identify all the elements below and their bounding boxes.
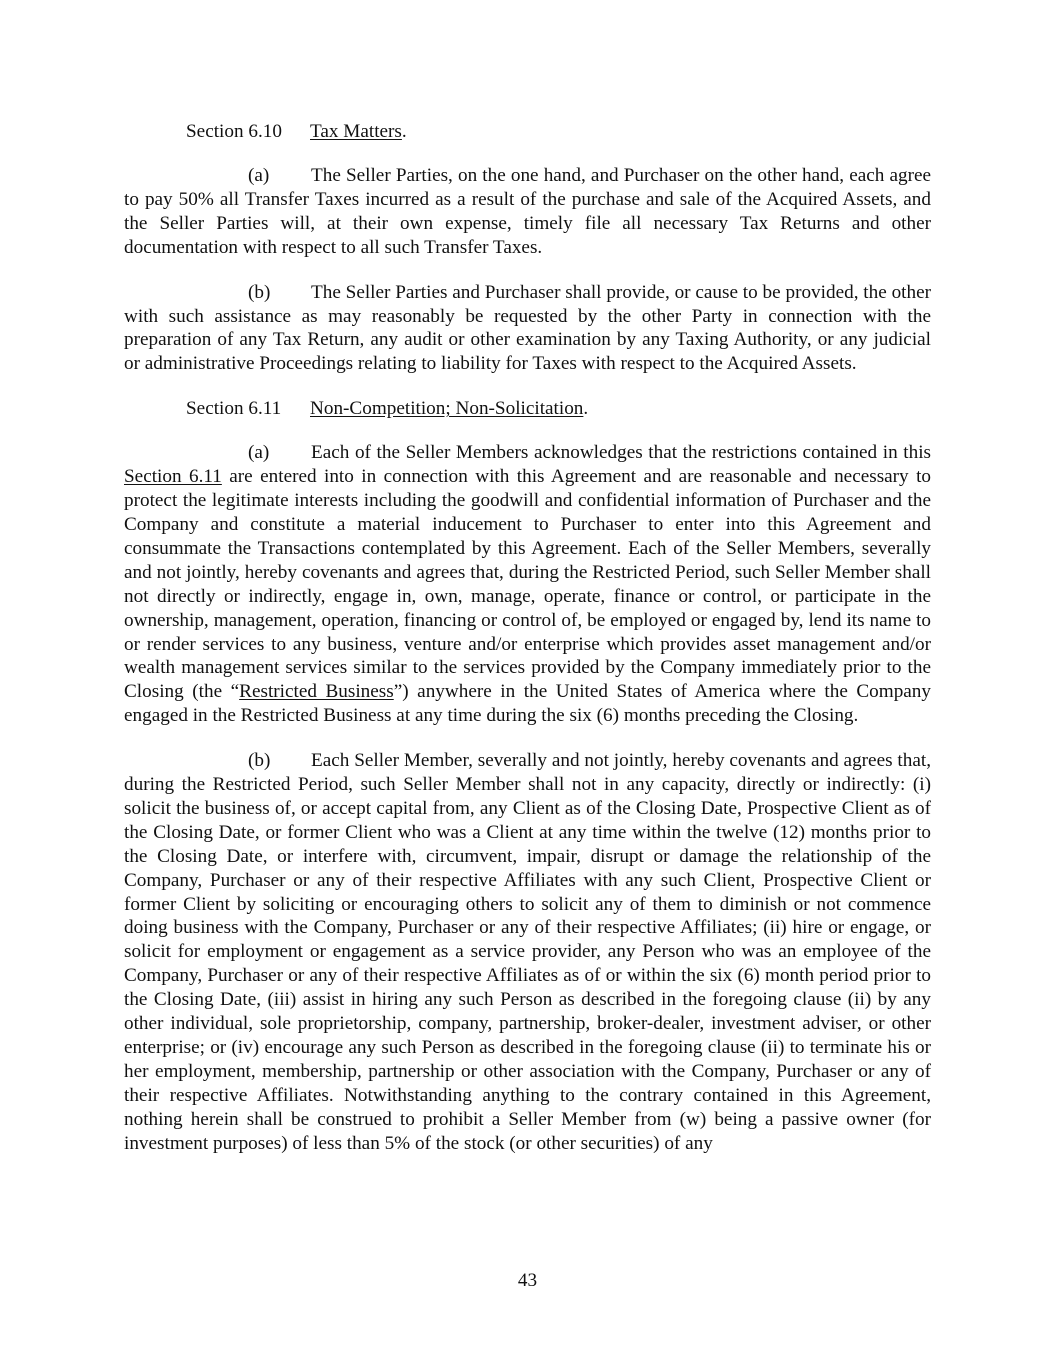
paragraph-label: (a) (248, 442, 270, 464)
paragraph-text: are entered into in connection with this Agreement and are reasonable and necessary to protect the legitimate interests including the goodwill and confidential information of Purchaser and the Company and constitute a material inducement to Purchaser to enter into this Agreement and consummate the Transactions contemplated by this Agreement. Each of the Seller Members, severally and not jointly, hereby covenants and agrees that, during the Restricted Period, such Seller Member shall not directly or indirectly, engage in, own, manage, operate, finance or control, or participate in the ownership, management, operation, financing or control of, be employed or engaged by, lend its name to or render services to any business, venture and/or enterprise which provides asset management and/or wealth management services similar to the services provided by the Company immediately prior to the Closing (the “ (124, 466, 932, 703)
section-number: Section 6.11 (186, 398, 282, 420)
section-6-10-paragraph-b (124, 281, 931, 377)
section-cross-reference: Section 6.11 (124, 466, 222, 488)
paragraph-text: Each of the Seller Members acknowledges that the restrictions contained in this (311, 442, 931, 464)
paragraph-text: The Seller Parties, on the one hand, and Purchaser on the other hand, each agree to pay 50% all Transfer Taxes incurred as a result of the purchase and sale of the Acquired Assets, and the Seller Parties will, at their own expense, timely file all necessary Tax Returns and other documentation with respect to all such Transfer Taxes. (124, 165, 931, 258)
paragraph-text: The Seller Parties and Purchaser shall provide, or cause to be provided, the other with such assistance as may reasonably be requested by the other Party in connection with the preparation of any Tax Return, any audit or other examination by any Taxing Authority, or any judicial or administrative Proceedings relating to liability for Taxes with respect to the Acquired Assets. (124, 281, 931, 375)
document-page (124, 120, 931, 1156)
section-title-period: . (583, 398, 589, 420)
paragraph-label: (a) (248, 165, 270, 186)
section-number: Section 6.10 (186, 121, 282, 142)
section-6-11-heading (124, 397, 931, 421)
section-6-11-paragraph-b (124, 749, 931, 1155)
paragraph-text: ”) anywhere in the United States of America where the Company engaged in the Restricted Business at any time during the six (6) months preceding the Closing. (124, 681, 931, 727)
section-6-10-paragraph-a (124, 164, 931, 260)
paragraph-text: Each Seller Member, severally and not jointly, hereby covenants and agrees that, during the Restricted Period, such Seller Member shall not in any capacity, directly or indirectly: (i) solicit the business of, or accept capital from, any Client as of the Closing Date, Prospective Client as of the Closing Date, or former Client who was a Client at any time within the twelve (12) months prior to the Closing Date, or interfere with, circumvent, impair, disrupt or damage the relationship of the Company, Purchaser or any of their respective Affiliates with any such Client, Prospective Client or former Client by soliciting or encouraging others to solicit any of them to diminish or not commence doing business with the Company, Purchaser or any of their respective Affiliates; (ii) hire or engage, or solicit for employment or engagement as a service provider, any Person who was an employee of the Company, Purchaser or any of their respective Affiliates as of or within the six (6) month period prior to the Closing Date, (iii) assist in hiring any such Person as described in the foregoing clause (ii) by any other individual, sole proprietorship, company, partnership, broker-dealer, investment adviser, or other enterprise; or (iv) encourage any such Person as described in the foregoing clause (ii) to terminate his or her employment, membership, partnership or other association with the Company, Purchaser or any of their respective Affiliates. Notwithstanding anything to the contrary contained in this Agreement, nothing herein shall be construed to prohibit a Seller Member from (w) being a passive owner (for investment purposes) of less than 5% of the stock (or other securities) of any (124, 750, 931, 1154)
section-title: Tax Matters (310, 121, 402, 142)
section-title-period: . (401, 121, 407, 142)
section-title: Non-Competition; Non-Solicitation (310, 398, 584, 420)
section-6-10-heading (124, 120, 931, 144)
section-6-11-paragraph-a (124, 441, 931, 728)
defined-term: Restricted Business (239, 681, 394, 703)
page-number: 43 (517, 1270, 538, 1291)
paragraph-label: (b) (248, 750, 271, 772)
paragraph-label: (b) (248, 281, 271, 303)
